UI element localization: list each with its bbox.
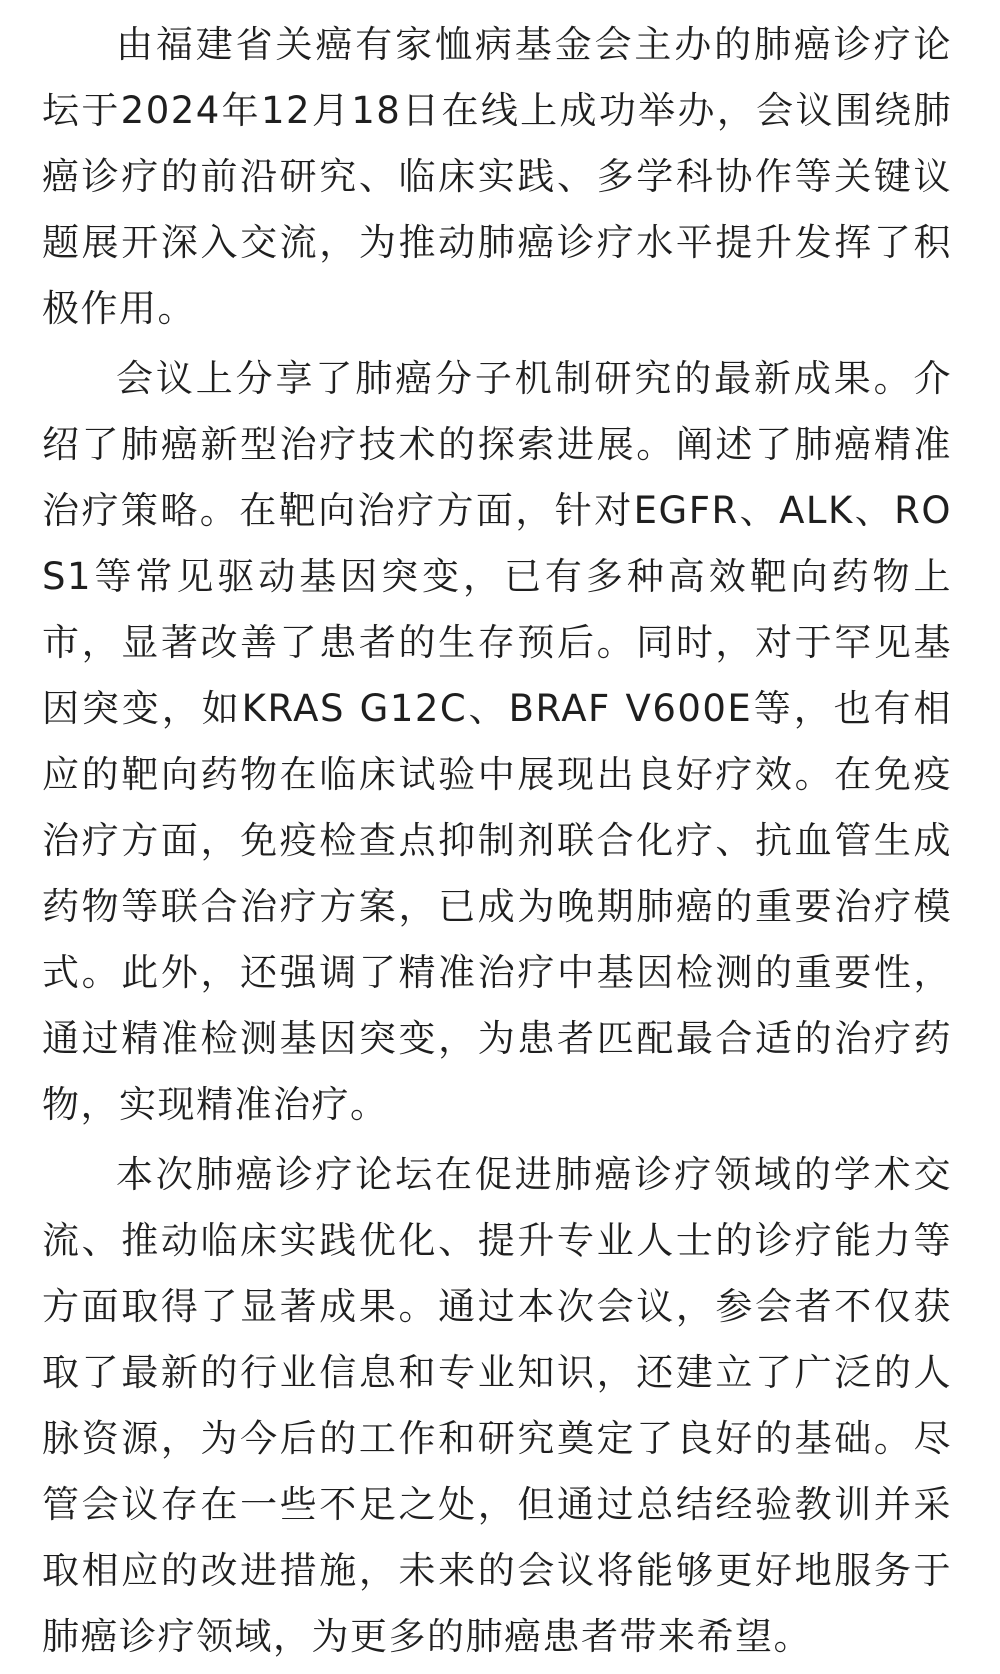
paragraph-research: 会议上分享了肺癌分子机制研究的最新成果。介绍了肺癌新型治疗技术的探索进展。阐述了肺癌精准治疗策略。在靶向治疗方面，针对EGFR、ALK、ROS1等常见驱动基因突变，已有多种高效靶向药物上市，显著改善了患者的生存预后。同时，对于罕见基因突变，如KRAS G12C、BRAF V600E等，也有相应的靶向药物在临床试验中展现出良好疗效。在免疫治疗方面，免疫检查点抑制剂联合化疗、抗血管生成药物等联合治疗方案，已成为晚期肺癌的重要治疗模式。此外，还强调了精准治疗中基因检测的重要性，通过精准检测基因突变，为患者匹配最合适的治疗药物，实现精准治疗。 <box>42 357 952 1126</box>
paragraph-intro: 由福建省关癌有家恤病基金会主办的肺癌诊疗论坛于2024年12月18日在线上成功举办，会议围绕肺癌诊疗的前沿研究、临床实践、多学科协作等关键议题展开深入交流，为推动肺癌诊疗水平提升发挥了积极作用。 <box>42 23 952 330</box>
article-body <box>42 12 952 1674</box>
paragraph-summary: 本次肺癌诊疗论坛在促进肺癌诊疗领域的学术交流、推动临床实践优化、提升专业人士的诊疗能力等方面取得了显著成果。通过本次会议，参会者不仅获取了最新的行业信息和专业知识，还建立了广泛的人脉资源，为今后的工作和研究奠定了良好的基础。尽管会议存在一些不足之处，但通过总结经验教训并采取相应的改进措施，未来的会议将能够更好地服务于肺癌诊疗领域，为更多的肺癌患者带来希望。 <box>42 1153 952 1658</box>
